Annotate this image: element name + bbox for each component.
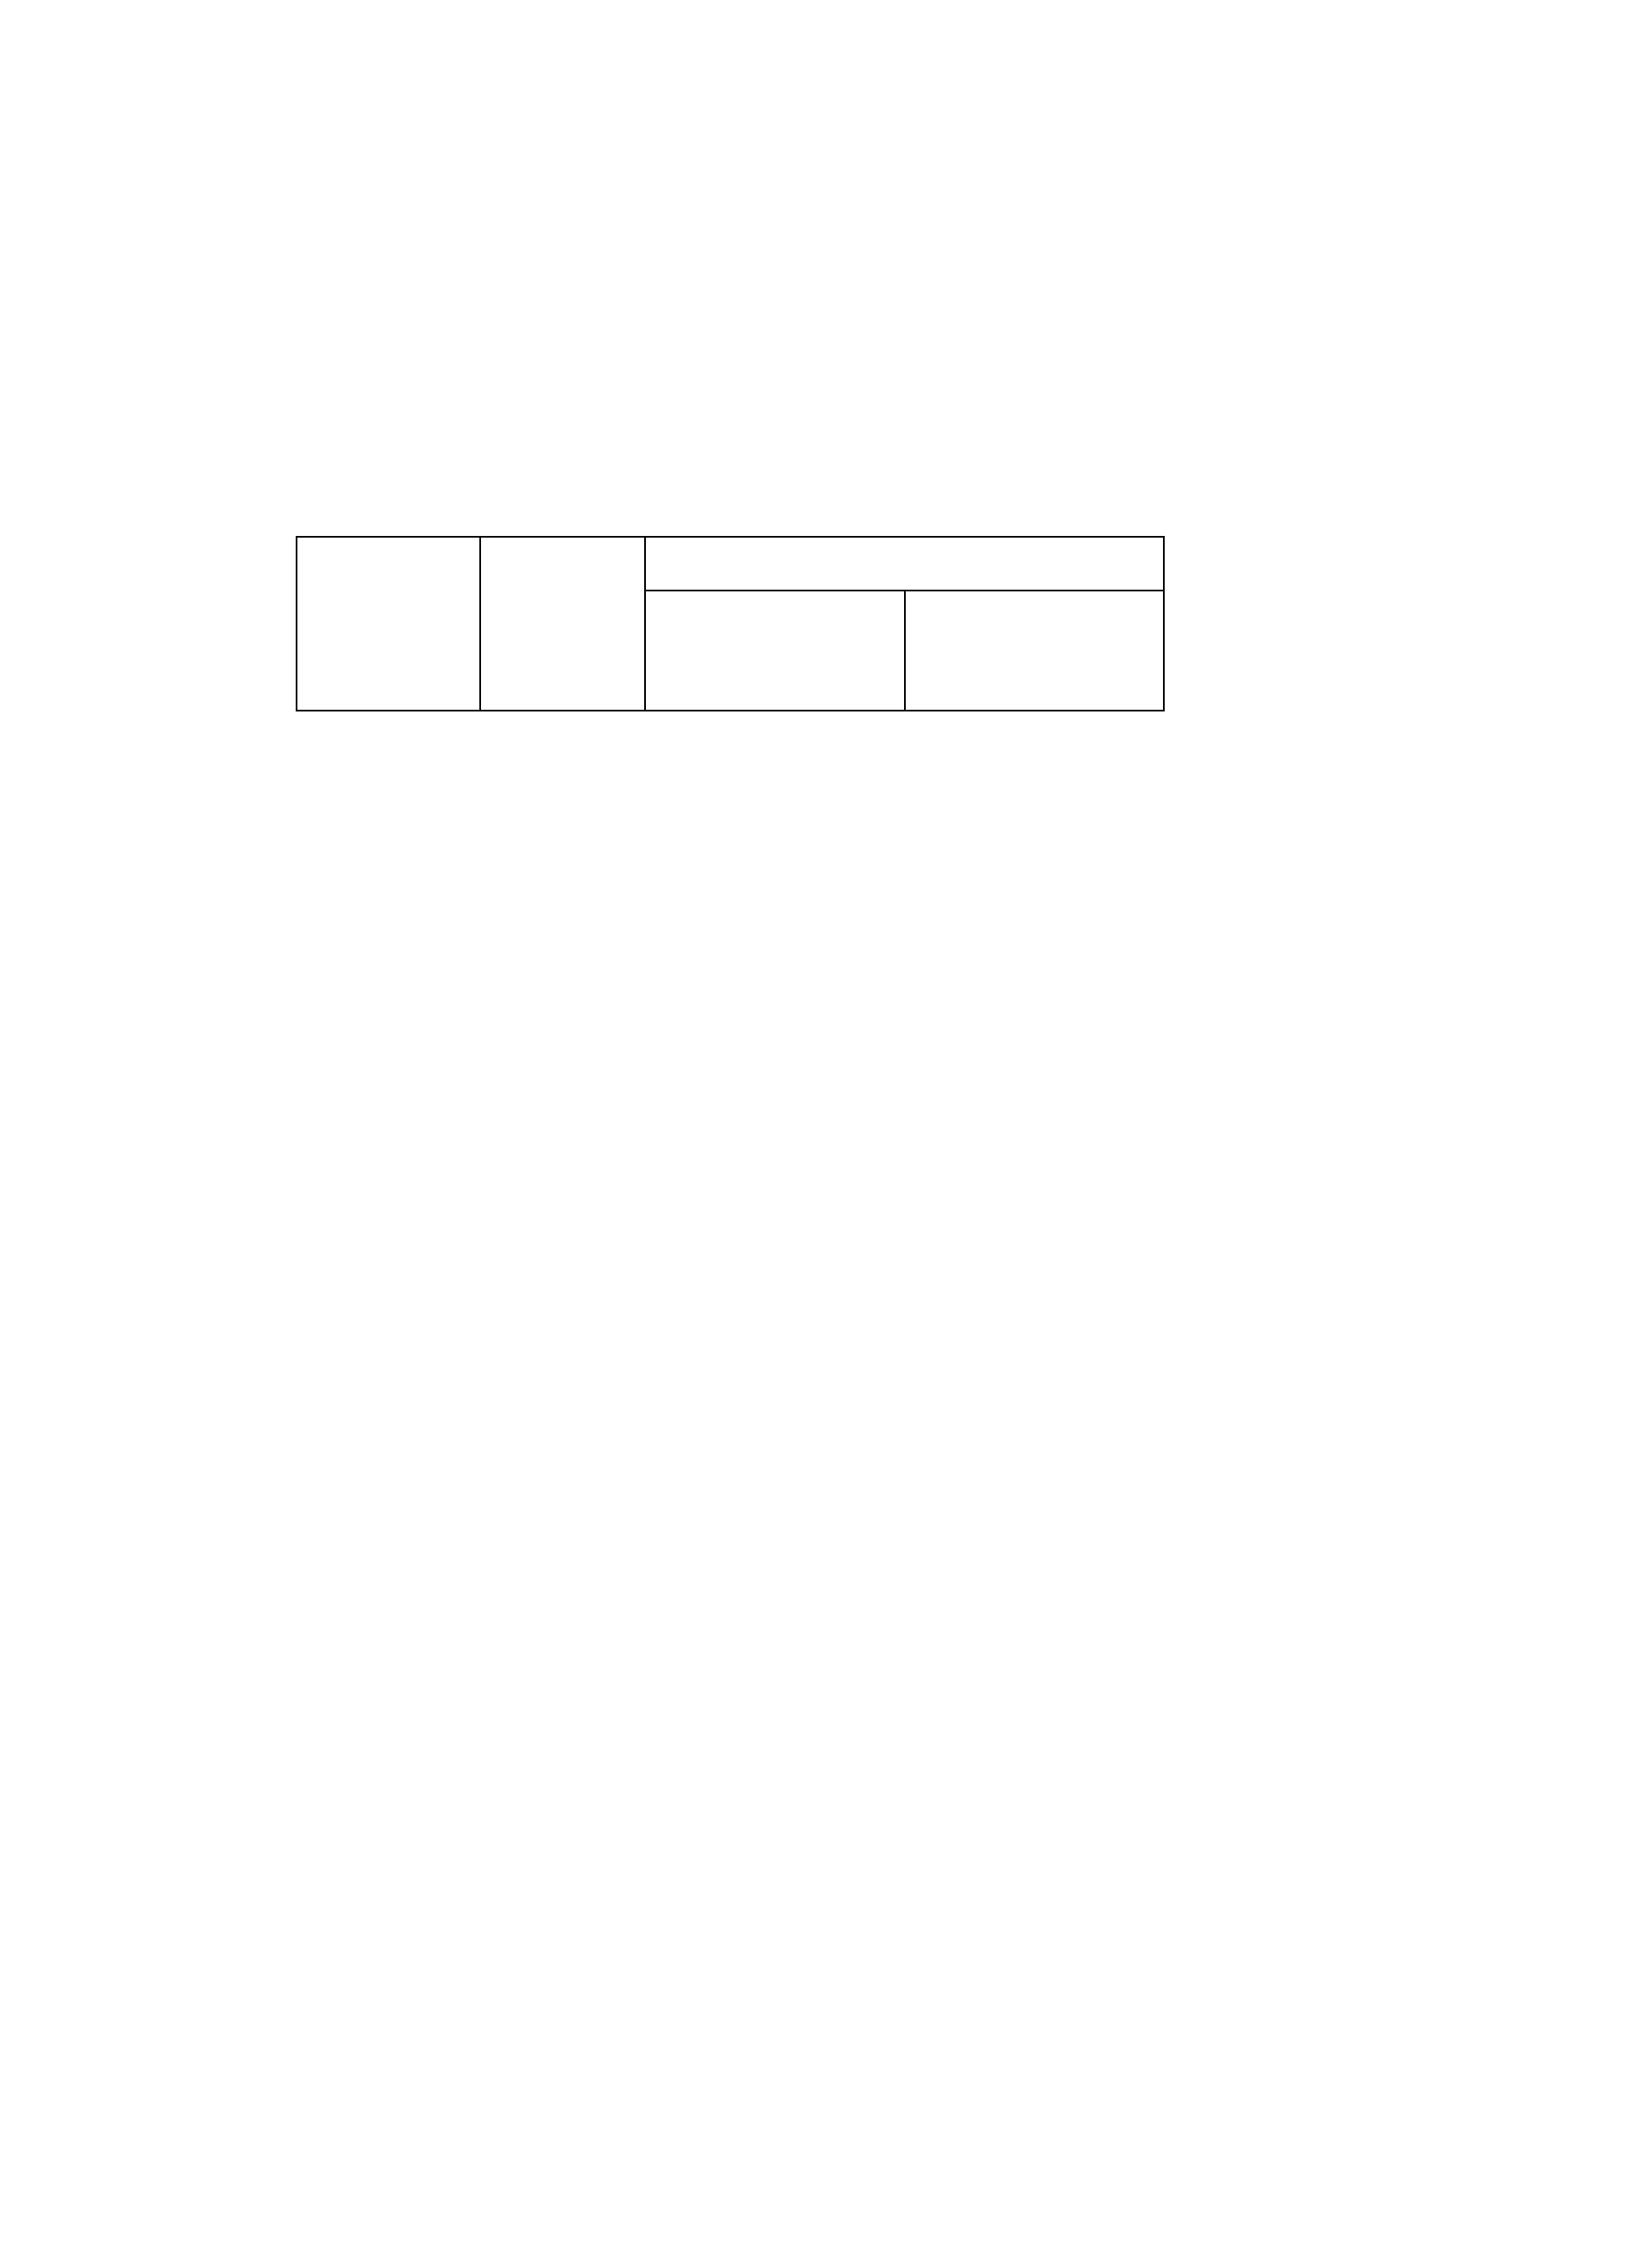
header-channel-type [297,537,480,711]
table-2 [296,536,1165,711]
paragraph-modulation-source [206,298,1456,341]
paragraph-5-3-5 [206,391,1456,433]
header-speed [645,537,1164,591]
header-shift [905,591,1164,711]
header-psp-length [480,537,646,711]
paragraph-5-3-4 [206,163,1456,205]
jitter-amplitude-chart [340,1326,1344,1900]
header-nominal [645,591,904,711]
paragraph-5-3-6 [206,1020,1456,1062]
